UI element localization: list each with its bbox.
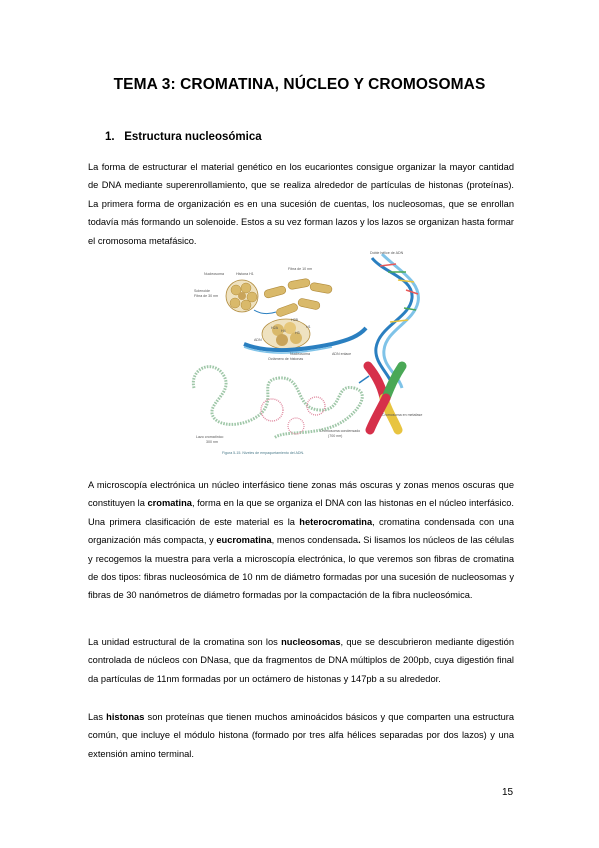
chromatin-loops-illustration [193, 367, 369, 438]
section-heading-text: Estructura nucleosómica [124, 131, 262, 143]
label-cromosoma-condensado: Cromosoma condensado [320, 429, 361, 433]
section-heading [105, 131, 262, 143]
label-solenoide: Solenoide [194, 289, 210, 293]
label-adn: ADN [254, 338, 262, 342]
document-title: TEMA 3: CROMATINA, NÚCLEO Y CROMOSOMAS [113, 76, 486, 93]
metaphase-chromosome-illustration [368, 366, 402, 430]
term-nucleosomas: nucleosomas [281, 637, 341, 647]
dna-packaging-figure [184, 248, 424, 460]
section-number: 1. [105, 131, 115, 143]
label-lazo-size: 300 nm [206, 440, 218, 444]
term-eucromatina: eucromatina [216, 535, 272, 546]
label-h3: H3 [295, 331, 300, 335]
solenoid-illustration [226, 280, 258, 312]
label-h4: H4 [281, 329, 286, 333]
term-heterocromatina: heterocromatina [299, 516, 373, 527]
figure-caption: Figura 5-15. Niveles de empaquetamiento del ADN. [222, 451, 305, 455]
label-nucleosoma-2: Nucleosoma [290, 352, 310, 356]
label-cromosoma-metafase: Cromosoma en metafase [382, 413, 423, 417]
label-condensado-size: (700 nm) [328, 434, 343, 438]
label-adn-enlace: ADN enlace [332, 352, 352, 356]
nucleosome-core-illustration [244, 319, 366, 353]
term-cromatina: cromatina [147, 498, 192, 509]
label-histona-h1: Histona H1 [236, 272, 254, 276]
fiber-30nm-illustration [254, 278, 333, 317]
paragraph-3: La unidad estructural de la cromatina son los nucleosomas, que se descubrieron mediante digestión controlada de núcleos con DNasa, que da fragmentos de DNA múltiplos de 200pb, cuya digestión final da partículas de 11nm formadas por un octámero de histonas y 147pb a su alrededor. [88, 637, 514, 684]
paragraph-4: Las histonas son proteínas que tienen muchos aminoácidos básicos y que comparten una estructura común, que incluye el módulo histona (formado por tres alfa hélices separadas por dos lazos) y una extensión amino terminal. [88, 712, 515, 759]
label-fibra-30: Fibra de 30 nm [194, 294, 219, 298]
label-nucleosoma: Nucleosoma [204, 272, 224, 276]
term-histonas: histonas [106, 712, 145, 722]
label-doble-helice: Doble hélice de ADN [370, 251, 404, 255]
page-number: 15 [502, 787, 514, 798]
paragraph-1: La forma de estructurar el material genético en los eucariontes consigue organizar la mayor cantidad de DNA mediante superenrollamiento, que se realiza alrededor de partículas de histonas (proteínas). La primera forma de organización es en una sucesión de cuentas, los nucleosomas, que se enrollan todavía más formando un solenoide. Estos a su vez forman lazos y los lazos se organizan hasta formar el cromosoma metafásico. [88, 162, 514, 246]
label-lazo-cromatinico: Lazo cromatínico [196, 435, 224, 439]
label-h2b: H2B [291, 318, 298, 322]
dna-double-helix-illustration [372, 254, 418, 388]
paragraph-2: A microscopía electrónica un núcleo interfásico tiene zonas más oscuras y zonas menos oscuras que constituyen la cromatina, forma en la que se organiza el DNA con las histonas en el núcleo interfásico. Una primera clasificación de este material es la heterocromatina, cromatina condensada con una organización más compacta, y eucromatina, menos condensada. Si lisamos los núcleos de las células y recogemos la muestra para verla a microscopía electrónica, lo que veremos son fibras de cromatina de dos tipos: fibras nucleosómica de 10 nm de diámetro formadas por una sucesión de nucleosomas y fibras de 30 nanómetros de diámetro formadas por la compactación de la fibra nucleosómica. [88, 480, 514, 601]
figure-illustration [184, 248, 424, 460]
label-h1: H1 [306, 325, 311, 329]
label-octamero: Octámero de histonas [268, 357, 304, 361]
label-h2a: H2A [271, 326, 278, 330]
label-fibra-10: Fibra de 10 nm [288, 267, 313, 271]
